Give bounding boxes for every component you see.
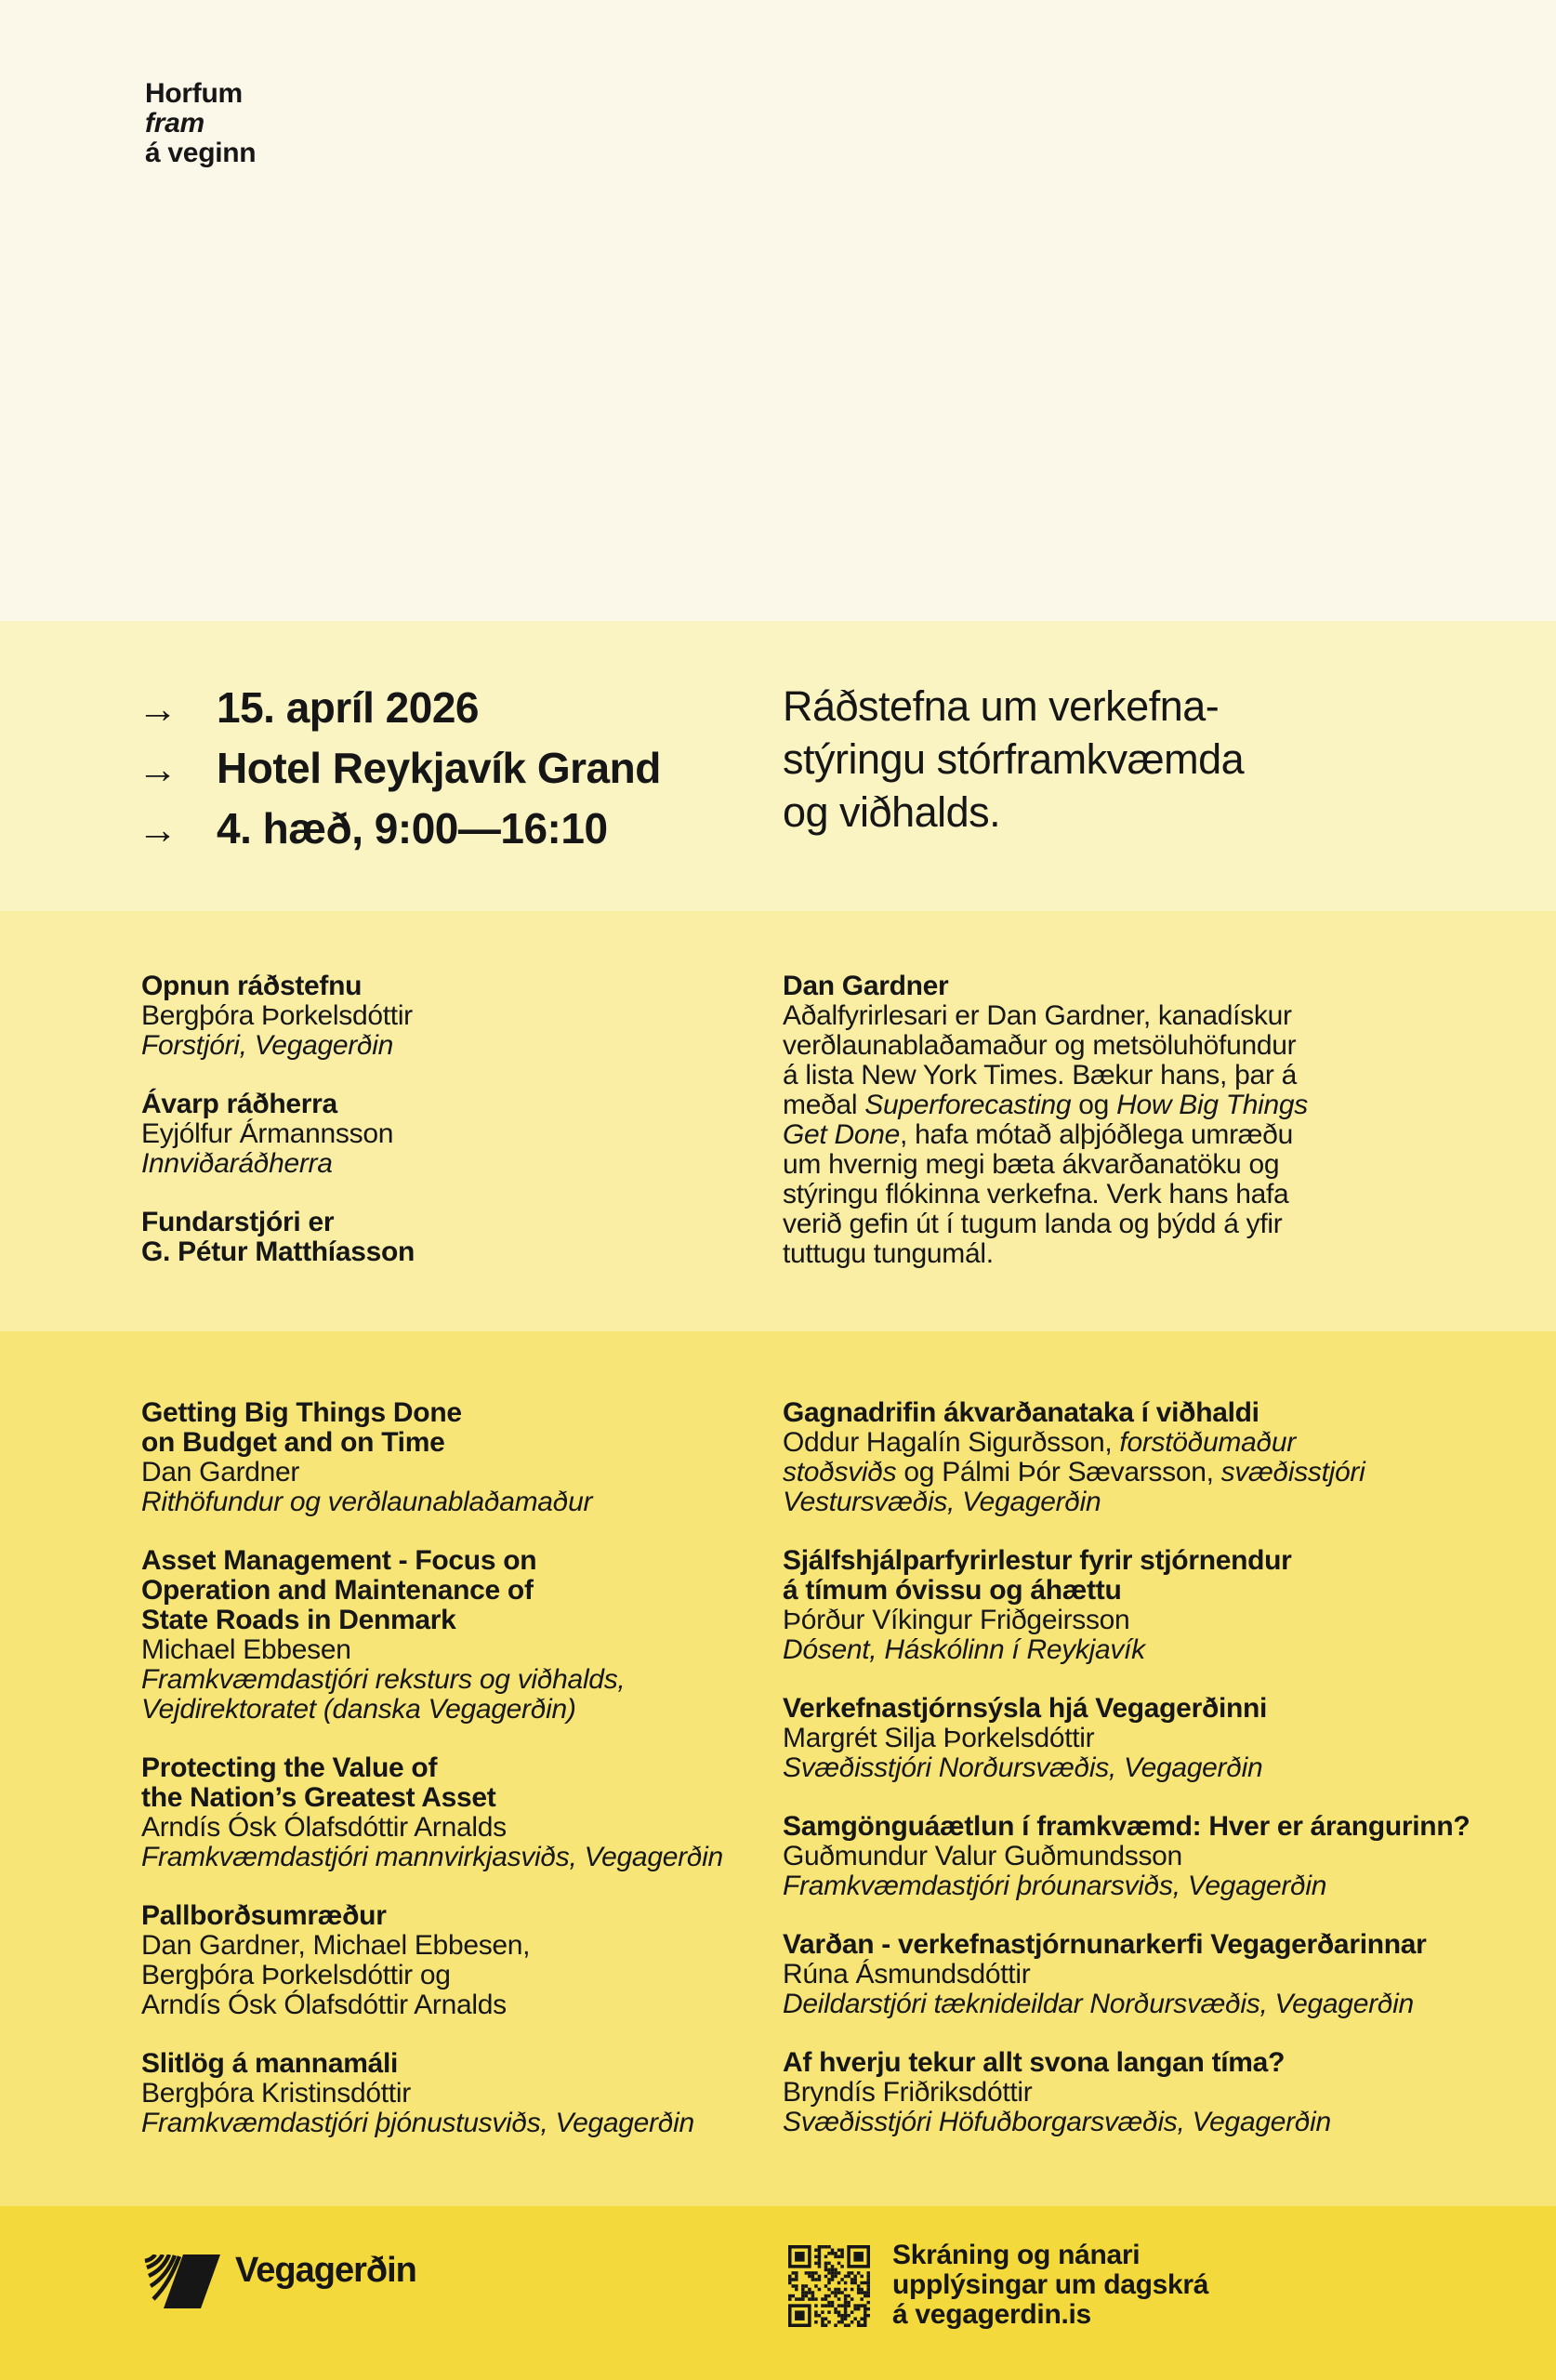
program-line: Af hverju tekur allt svona langan tíma?: [783, 2047, 1286, 2078]
program-line: on Budget and on Time: [141, 1427, 445, 1458]
title-section: [0, 0, 1556, 621]
program-line: um hvernig megi bæta ákvarðanatöku og: [783, 1149, 1280, 1180]
program-entry: [783, 1398, 1424, 1517]
program-line: Varðan - verkefnastjórnunarkerfi Vegagerðarinnar: [783, 1929, 1427, 1960]
event-info-row: [138, 739, 661, 800]
program-entry: [141, 972, 783, 1061]
program-line: Operation and Maintenance of: [141, 1575, 534, 1606]
program-entry: [141, 1398, 783, 1517]
program-line: Dósent, Háskólinn í Reykjavík: [783, 1634, 1145, 1665]
arrow-right-icon: →: [138, 747, 178, 792]
program-line: Dan Gardner: [141, 1457, 300, 1488]
title-line: Horfum: [145, 78, 243, 109]
program-line: Sjálfshjálparfyrirlestur fyrir stjórnendur: [783, 1545, 1292, 1576]
program-line: á lista New York Times. Bækur hans, þar á: [783, 1060, 1297, 1091]
program-entry: [783, 1546, 1424, 1665]
program-line: Deildarstjóri tæknideildar Norðursvæðis, Vegagerðin: [783, 1989, 1414, 2019]
program-entry: [141, 2049, 783, 2138]
program-line: Pallborðsumræður: [141, 1900, 387, 1931]
program-line: Ávarp ráðherra: [141, 1089, 337, 1119]
opening-program-section: [0, 911, 1556, 1331]
program-line: Rúna Ásmundsdóttir: [783, 1959, 1031, 1990]
program-entry: [783, 972, 1424, 1269]
program-line: Michael Ebbesen: [141, 1634, 351, 1665]
program-line: Framkvæmdastjóri þróunarsviðs, Vegagerðin: [783, 1871, 1327, 1901]
title-line: fram: [145, 108, 204, 139]
program-line: Arndís Ósk Ólafsdóttir Arnalds: [141, 1990, 507, 2020]
program-line: verið gefin út í tugum landa og þýdd á yfir: [783, 1209, 1283, 1239]
program-line: Fundarstjóri er: [141, 1207, 335, 1237]
arrow-right-icon: →: [138, 808, 178, 853]
program-line: Gagnadrifin ákvarðanataka í viðhaldi: [783, 1397, 1259, 1428]
program-entry: [141, 1208, 783, 1267]
event-info-list: [138, 679, 661, 860]
qr-code-icon: [788, 2245, 870, 2327]
program-line: Bergþóra Þorkelsdóttir: [141, 1000, 413, 1031]
program-entry: [783, 2048, 1424, 2137]
program-line: Eyjólfur Ármannsson: [141, 1118, 394, 1149]
program-line: Framkvæmdastjóri reksturs og viðhalds,: [141, 1664, 626, 1695]
program-line: Slitlög á mannamáli: [141, 2048, 399, 2079]
program-line: á tímum óvissu og áhættu: [783, 1575, 1122, 1606]
program-line: Getting Big Things Done: [141, 1397, 462, 1428]
event-info-text: Hotel Reykjavík Grand: [217, 744, 661, 792]
event-info-text: 15. apríl 2026: [217, 683, 479, 732]
program-line: G. Pétur Matthíasson: [141, 1236, 415, 1267]
program-line: stýringu flókinna verkefna. Verk hans hafa: [783, 1179, 1289, 1210]
logo-wordmark: Vegagerðin: [235, 2251, 416, 2290]
program-line: Opnun ráðstefnu: [141, 971, 363, 1001]
vegagerdin-logo-icon: [141, 2254, 220, 2308]
program-line: Þórður Víkingur Friðgeirsson: [783, 1605, 1130, 1635]
program-line: Rithöfundur og verðlaunablaðamaður: [141, 1487, 593, 1517]
program-line: Protecting the Value of: [141, 1752, 438, 1783]
program-entry: [141, 1546, 783, 1725]
program-line: Bergþóra Þorkelsdóttir og: [141, 1960, 451, 1990]
program-line: State Roads in Denmark: [141, 1605, 456, 1635]
program-line: Framkvæmdastjóri mannvirkjasviðs, Vegagerðin: [141, 1842, 723, 1872]
program-line: tuttugu tungumál.: [783, 1238, 994, 1269]
event-info-row: [138, 679, 661, 739]
event-info-section: [0, 621, 1556, 911]
program-line: Vejdirektoratet (danska Vegagerðin): [141, 1694, 576, 1725]
program-line: Samgönguáætlun í framkvæmd: Hver er árangurinn?: [783, 1811, 1470, 1842]
program-entry: [783, 1694, 1424, 1783]
talks-program-section: [0, 1331, 1556, 2206]
program-line: Dan Gardner, Michael Ebbesen,: [141, 1930, 531, 1961]
program-line: verðlaunablaðamaður og metsöluhöfundur: [783, 1030, 1297, 1061]
poster-title: [145, 79, 256, 168]
program-line: Svæðisstjóri Höfuðborgarsvæðis, Vegagerðin: [783, 2107, 1331, 2137]
program-line: Forstjóri, Vegagerðin: [141, 1030, 394, 1061]
program-line: Vestursvæðis, Vegagerðin: [783, 1487, 1101, 1517]
program-line: Aðalfyrirlesari er Dan Gardner, kanadískur: [783, 1000, 1292, 1031]
program-line: Bryndís Friðriksdóttir: [783, 2077, 1033, 2108]
program-entry: [141, 1090, 783, 1179]
event-info-text: 4. hæð, 9:00—16:10: [217, 804, 608, 853]
program-entry: [783, 1811, 1470, 1901]
event-info-row: [138, 800, 661, 860]
registration-line: á vegagerdin.is: [892, 2299, 1091, 2330]
footer: [0, 2206, 1556, 2380]
program-line: Framkvæmdastjóri þjónustusviðs, Vegagerðin: [141, 2108, 694, 2138]
program-line: Oddur Hagalín Sigurðsson, forstöðumaður: [783, 1427, 1296, 1458]
vegagerdin-logo: [141, 2251, 416, 2308]
program-line: stoðsviðs og Pálmi Þór Sævarsson, svæðisstjóri: [783, 1457, 1365, 1488]
program-line: the Nation’s Greatest Asset: [141, 1782, 496, 1813]
program-line: Dan Gardner: [783, 971, 949, 1001]
program-line: Guðmundur Valur Guðmundsson: [783, 1841, 1182, 1871]
program-entry: [141, 1753, 783, 1872]
program-entry: [783, 1929, 1427, 2019]
registration-text: [892, 2241, 1208, 2330]
lead-line: stýringu stórframkvæmda: [783, 735, 1245, 783]
opening-left-column: [141, 972, 783, 1296]
lead-line: og viðhalds.: [783, 788, 1001, 836]
program-entry: [141, 1901, 783, 2020]
program-line: Bergþóra Kristinsdóttir: [141, 2078, 411, 2109]
lead-paragraph: [783, 680, 1244, 839]
program-line: Margrét Silja Þorkelsdóttir: [783, 1723, 1095, 1753]
lead-line: Ráðstefna um verkefna-: [783, 682, 1220, 730]
program-right-column: [783, 1397, 1470, 2166]
program-line: Verkefnastjórnsýsla hjá Vegagerðinni: [783, 1693, 1268, 1724]
program-line: Get Done, hafa mótað alþjóðlega umræðu: [783, 1119, 1293, 1150]
program-left-column: [141, 1398, 783, 2167]
registration-line: upplýsingar um dagskrá: [892, 2269, 1209, 2300]
registration-line: Skráning og nánari: [892, 2240, 1141, 2270]
opening-right-column: [783, 972, 1424, 1298]
program-line: Svæðisstjóri Norðursvæðis, Vegagerðin: [783, 1752, 1263, 1783]
arrow-right-icon: →: [138, 687, 178, 732]
program-line: Innviðaráðherra: [141, 1148, 333, 1179]
program-line: meðal Superforecasting og How Big Things: [783, 1090, 1308, 1120]
title-line: á veginn: [145, 138, 257, 168]
program-line: Asset Management - Focus on: [141, 1545, 537, 1576]
program-line: Arndís Ósk Ólafsdóttir Arnalds: [141, 1812, 507, 1843]
